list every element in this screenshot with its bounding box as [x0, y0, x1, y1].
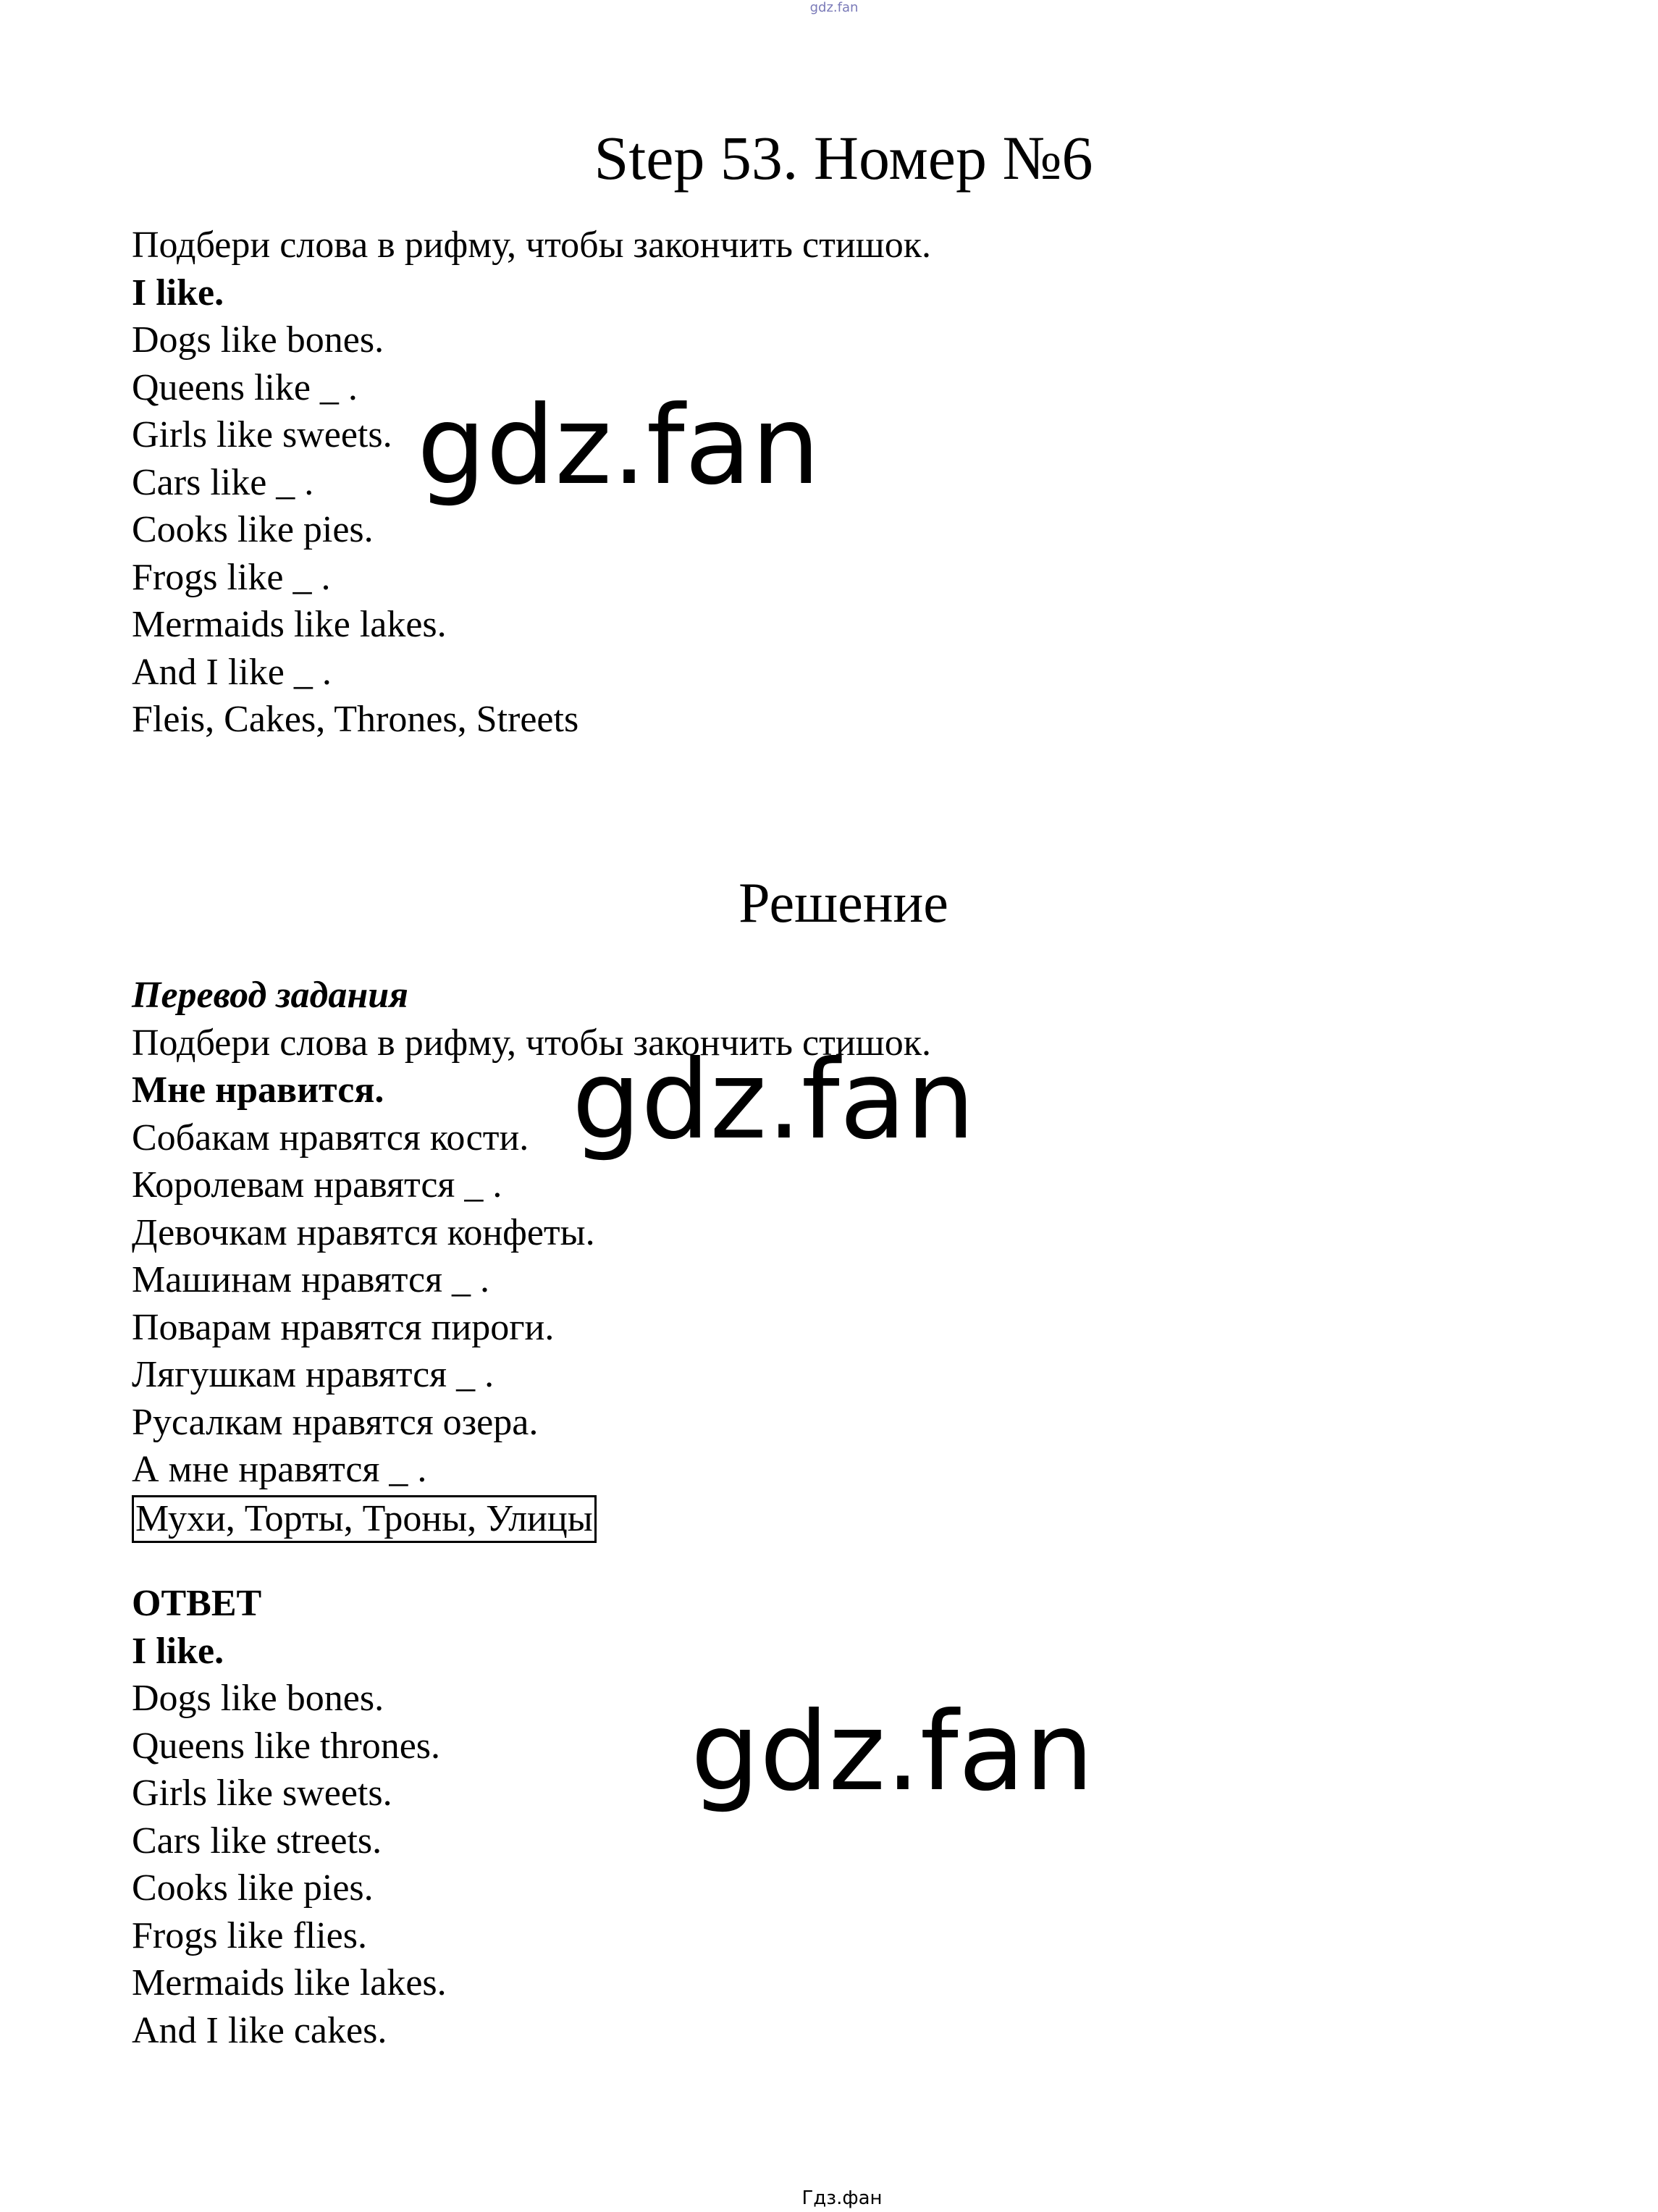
task-line: Mermaids like lakes. [132, 604, 447, 645]
translation-word-bank: Мухи, Торты, Троны, Улицы [132, 1495, 597, 1543]
top-watermark-text: gdz.fan [809, 0, 859, 15]
answer-poem-title: I like. [132, 1630, 224, 1672]
watermark: gdz.fan [691, 1689, 1094, 1815]
answer-line: And I like cakes. [132, 2009, 387, 2051]
task-line: Cars like _ . [132, 461, 314, 503]
answer-line: Girls like sweets. [132, 1772, 392, 1814]
page-title: Step 53. Номер №6 [594, 123, 1093, 193]
translation-line: Девочкам нравятся конфеты. [132, 1211, 595, 1253]
translation-instruction: Подбери слова в рифму, чтобы закончить стишок. [132, 1022, 931, 1064]
task-line: Cooks like pies. [132, 509, 374, 550]
translation-label: Перевод задания [132, 975, 408, 1016]
task-word-bank: Fleis, Cakes, Thrones, Streets [132, 699, 579, 740]
answer-label: ОТВЕТ [132, 1583, 262, 1624]
answer-line: Cars like streets. [132, 1820, 382, 1862]
answer-line: Cooks like pies. [132, 1867, 374, 1909]
translation-line: Русалкам нравятся озера. [132, 1401, 539, 1443]
task-line: Girls like sweets. [132, 414, 392, 455]
answer-line: Mermaids like lakes. [132, 1962, 447, 2003]
answer-block [132, 1580, 447, 2054]
task-instruction: Подбери слова в рифму, чтобы закончить стишок. [132, 224, 931, 266]
watermark: gdz.fan [417, 383, 820, 509]
answer-line: Queens like thrones. [132, 1725, 441, 1767]
task-line: Dogs like bones. [132, 319, 384, 361]
task-line: Queens like _ . [132, 366, 358, 408]
answer-line: Dogs like bones. [132, 1678, 384, 1719]
translation-line: Собакам нравятся кости. [132, 1116, 529, 1158]
task-poem-title: I like. [132, 272, 224, 314]
translation-line: Королевам нравятся _ . [132, 1164, 502, 1206]
task-line: Frogs like _ . [132, 556, 331, 598]
footer-text: Гдз.фан [801, 2187, 883, 2209]
translation-line: Машинам нравятся _ . [132, 1259, 490, 1300]
task-line: And I like _ . [132, 651, 332, 693]
translation-word-bank-row [132, 1494, 931, 1542]
watermark: gdz.fan [572, 1038, 975, 1164]
solution-heading: Решение [738, 871, 948, 934]
translation-line: Поварам нравятся пироги. [132, 1306, 555, 1348]
answer-line: Frogs like flies. [132, 1914, 367, 1956]
translation-poem-title: Мне нравится. [132, 1069, 384, 1111]
translation-line: А мне нравятся _ . [132, 1449, 427, 1490]
translation-line: Лягушкам нравятся _ . [132, 1354, 495, 1395]
